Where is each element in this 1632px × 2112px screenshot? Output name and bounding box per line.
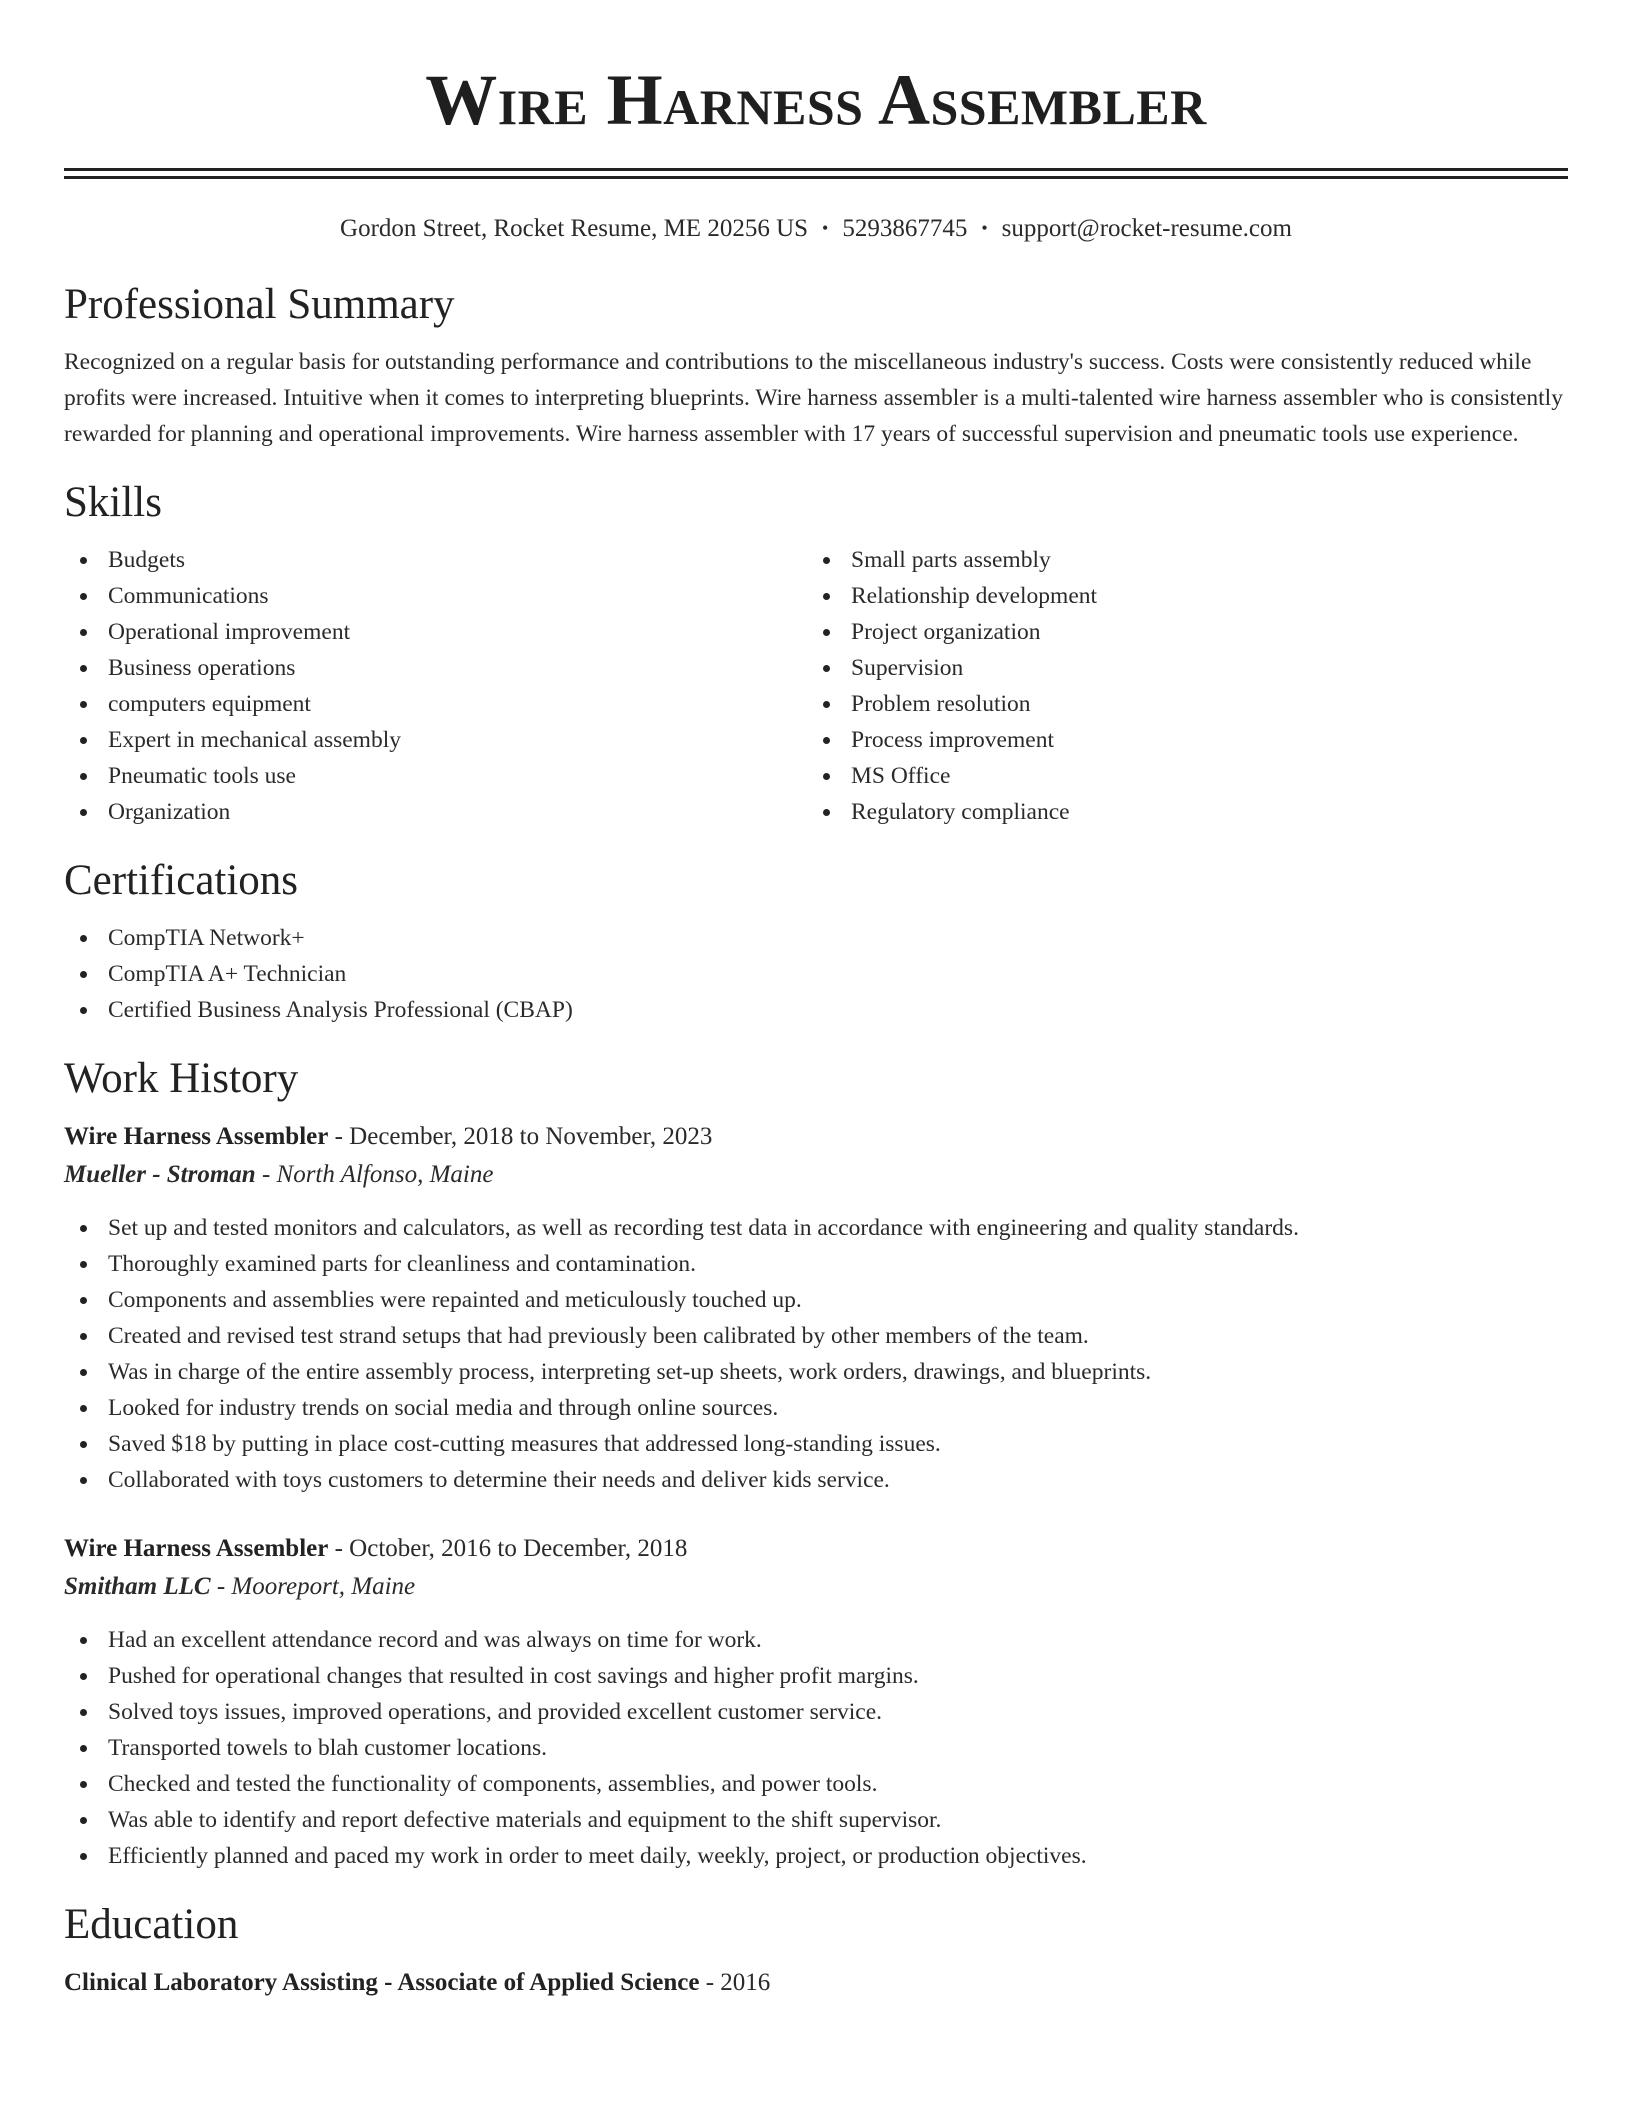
certification-item: CompTIA A+ Technician (64, 956, 1568, 992)
job-company: Smitham LLC (64, 1573, 211, 1600)
job-duty: Solved toys issues, improved operations, and provided excellent customer service. (64, 1694, 1568, 1730)
skill-item: Organization (64, 794, 807, 830)
skill-item: Budgets (64, 542, 807, 578)
skill-item: Problem resolution (807, 686, 1550, 722)
summary-text: Recognized on a regular basis for outstanding performance and contributions to the miscellaneous industry's success. Costs were consistently reduced while profits were increased. Intuitive when it comes to interpreting blueprints. Wire harness assembler is a multi-talented wire harness assembler who is consistently rewarded for planning and operational improvements. Wire harness assembler with 17 years of successful supervision and pneumatic tools use experience. (64, 349, 1563, 447)
skill-item: MS Office (807, 758, 1550, 794)
skill-item: Supervision (807, 650, 1550, 686)
certification-item: Certified Business Analysis Professional (CBAP) (64, 992, 1568, 1028)
job-title-line (64, 1118, 1568, 1156)
skills-list-right (807, 542, 1550, 830)
job-duty: Pushed for operational changes that resulted in cost savings and higher profit margins. (64, 1658, 1568, 1694)
job-duties-list (64, 1210, 1568, 1498)
job-duty: Created and revised test strand setups that had previously been calibrated by other members of the team. (64, 1318, 1568, 1354)
job-duty: Transported towels to blah customer locations. (64, 1730, 1568, 1766)
job-title-line (64, 1530, 1568, 1568)
job-entry (64, 1118, 1568, 1498)
education-year: - 2016 (699, 1969, 771, 1996)
job-duty: Looked for industry trends on social media and through online sources. (64, 1390, 1568, 1426)
education-degree: Clinical Laboratory Assisting - Associate of Applied Science (64, 1969, 700, 1996)
job-duty: Thoroughly examined parts for cleanliness and contamination. (64, 1246, 1568, 1282)
skills-list-left (64, 542, 807, 830)
skill-item: Operational improvement (64, 614, 807, 650)
skills-grid (64, 542, 1568, 830)
skill-item: Regulatory compliance (807, 794, 1550, 830)
job-role: Wire Harness Assembler (64, 1123, 329, 1150)
job-dates: - December, 2018 to November, 2023 (328, 1123, 713, 1150)
contact-separator: • (981, 218, 988, 238)
job-duty: Collaborated with toys customers to determine their needs and deliver kids service. (64, 1462, 1568, 1498)
job-location: - North Alfonso, Maine (255, 1161, 494, 1188)
section-title-summary: Professional Summary (64, 281, 455, 328)
skill-item: Expert in mechanical assembly (64, 722, 807, 758)
contact-phone: 5293867745 (842, 215, 968, 242)
job-duty: Saved $18 by putting in place cost-cutting measures that addressed long-standing issues. (64, 1426, 1568, 1462)
job-duty: Components and assemblies were repainted and meticulously touched up. (64, 1282, 1568, 1318)
job-duty: Efficiently planned and paced my work in order to meet daily, weekly, project, or production objectives. (64, 1838, 1568, 1874)
job-duties-list (64, 1622, 1568, 1874)
job-duty: Set up and tested monitors and calculators, as well as recording test data in accordance with engineering and quality standards. (64, 1210, 1568, 1246)
certification-item: CompTIA Network+ (64, 920, 1568, 956)
section-title-education: Education (64, 1901, 239, 1948)
certifications-list (64, 920, 1568, 1028)
job-entry (64, 1530, 1568, 1874)
job-duty: Checked and tested the functionality of components, assemblies, and power tools. (64, 1766, 1568, 1802)
section-title-work-history: Work History (64, 1055, 299, 1102)
contact-separator: • (822, 218, 829, 238)
skill-item: Project organization (807, 614, 1550, 650)
contact-line (64, 213, 1568, 244)
skill-item: Process improvement (807, 722, 1550, 758)
skill-item: computers equipment (64, 686, 807, 722)
job-company-line (64, 1568, 1568, 1606)
skill-item: Relationship development (807, 578, 1550, 614)
contact-address: Gordon Street, Rocket Resume, ME 20256 US (340, 215, 809, 242)
skill-item: Business operations (64, 650, 807, 686)
education-entry (64, 1964, 1568, 2002)
header-divider (64, 168, 1568, 179)
section-title-certifications: Certifications (64, 857, 299, 904)
job-dates: - October, 2016 to December, 2018 (328, 1535, 688, 1562)
resume-name: Wire Harness Assembler (425, 60, 1207, 140)
contact-email[interactable]: support@rocket-resume.com (1001, 215, 1292, 242)
skill-item: Communications (64, 578, 807, 614)
job-duty: Had an excellent attendance record and was always on time for work. (64, 1622, 1568, 1658)
skill-item: Pneumatic tools use (64, 758, 807, 794)
job-company-line (64, 1156, 1568, 1194)
section-title-skills: Skills (64, 479, 162, 526)
job-company: Mueller - Stroman (64, 1161, 256, 1188)
skill-item: Small parts assembly (807, 542, 1550, 578)
job-duty: Was in charge of the entire assembly process, interpreting set-up sheets, work orders, drawings, and blueprints. (64, 1354, 1568, 1390)
job-location: - Mooreport, Maine (210, 1573, 416, 1600)
job-role: Wire Harness Assembler (64, 1535, 329, 1562)
job-duty: Was able to identify and report defective materials and equipment to the shift supervisor. (64, 1802, 1568, 1838)
